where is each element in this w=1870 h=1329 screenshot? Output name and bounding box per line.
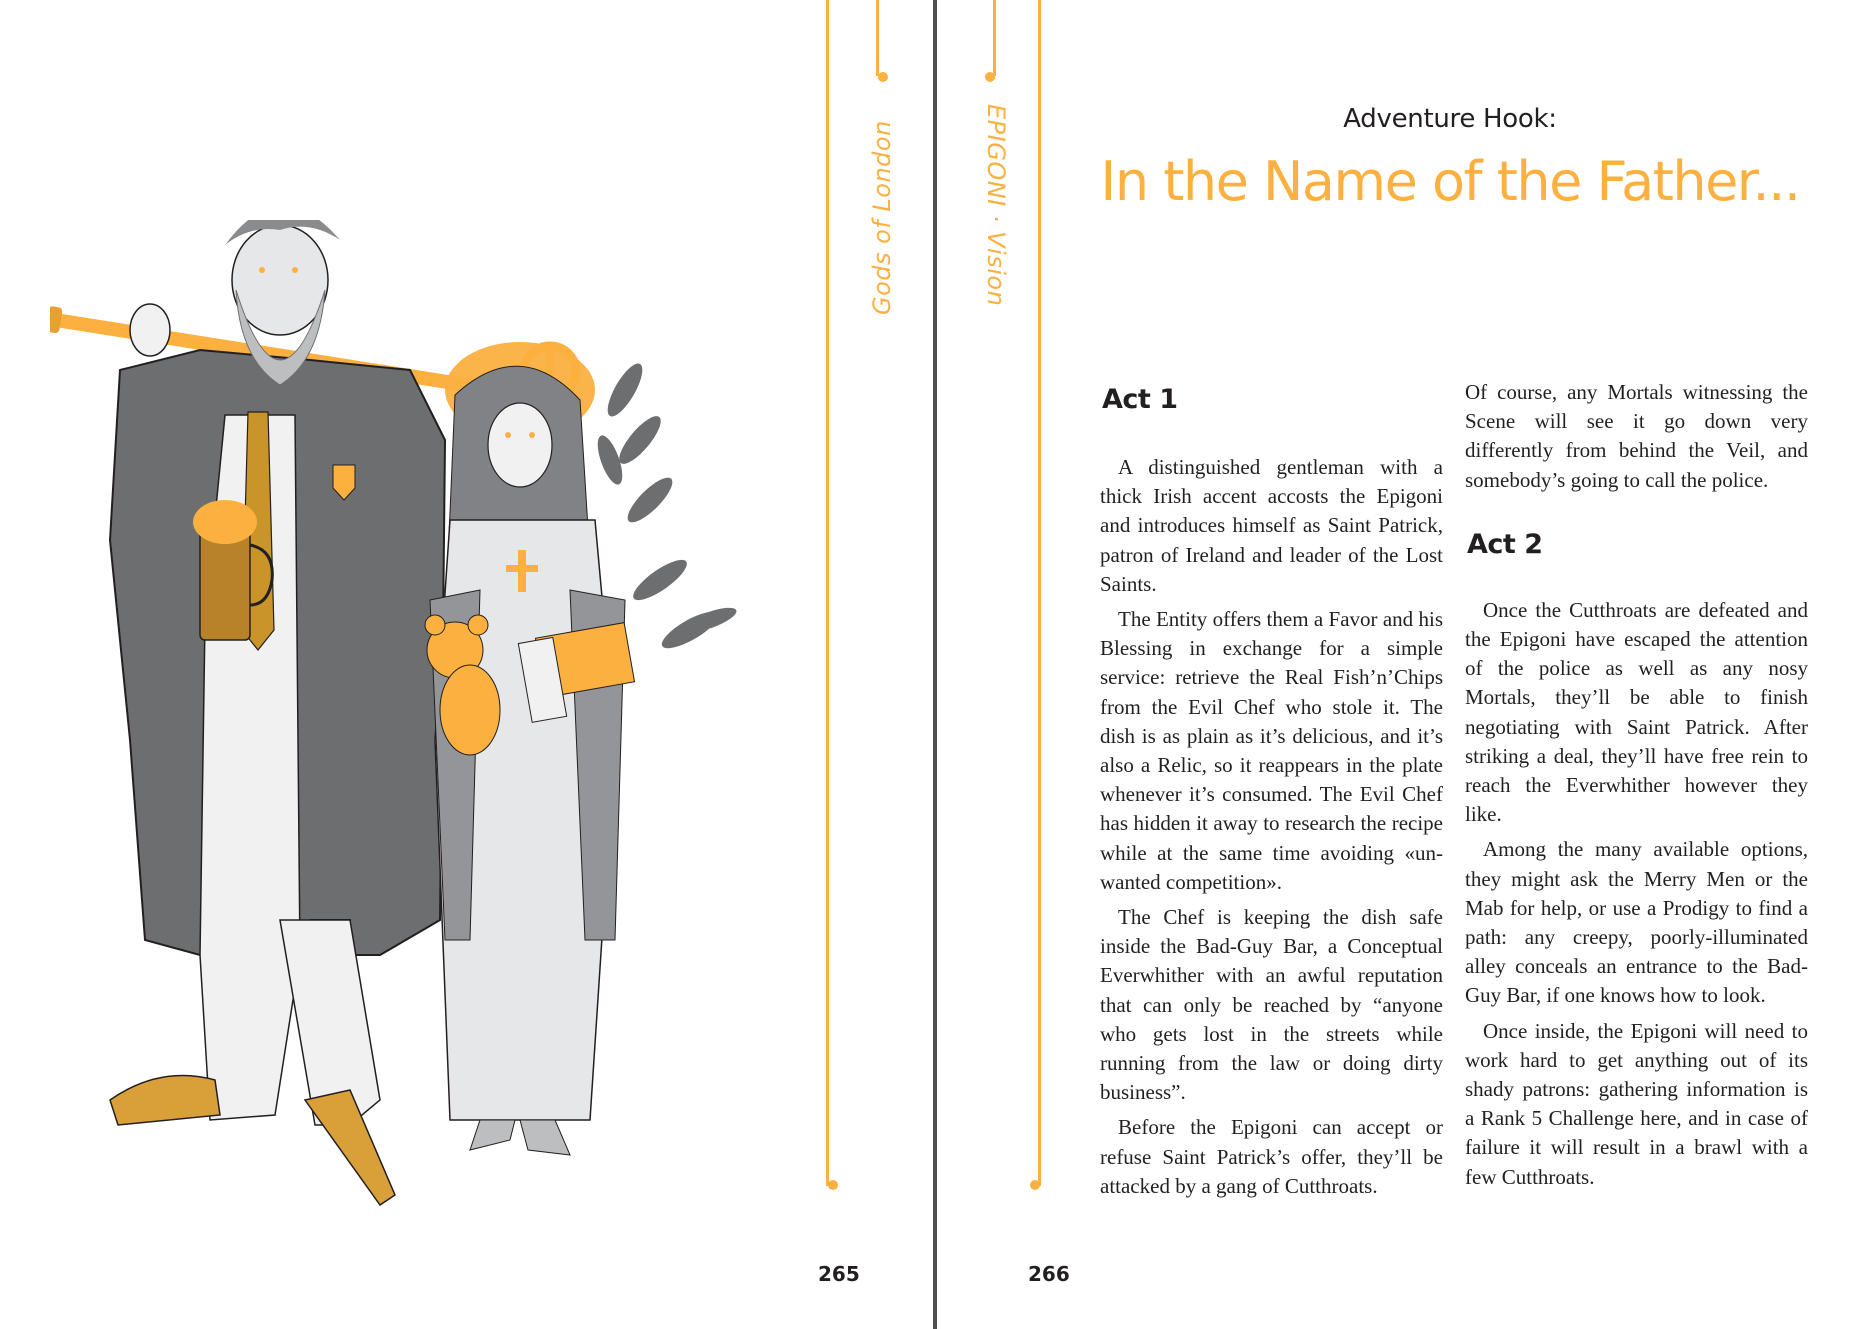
section-heading-act-1: Act 1 xyxy=(1102,384,1178,415)
paragraph: Once the Cutthroats are defeated and the Epigoni have escaped the attention of the police as well as any nosy Mortals, they’ll be able to finish negotiating with Saint Patrick. After striking a deal, they’ll have free rein to reach the Everwhither however they like. xyxy=(1465,597,1808,827)
text-column-right xyxy=(1465,378,1808,1198)
young-woman-figure xyxy=(425,342,739,1155)
character-illustration xyxy=(50,220,870,1210)
book-spine-divider xyxy=(933,0,937,1329)
top-hook-rule-right xyxy=(993,0,996,76)
page-number-right: 266 xyxy=(1028,1262,1070,1286)
running-head-right: EPIGONI · Vision xyxy=(982,104,1010,307)
text-column-left xyxy=(1100,378,1443,1207)
paragraph: Among the many available options, they might ask the Merry Men or the Mab for help, or use a Prodigy to find a path: any creepy, poorly-illuminated alley conceals an entrance to the Bad-Guy Bar, if one knows how to look. xyxy=(1465,837,1808,1008)
paragraph: Once inside, the Epigoni will need to work hard to get anything out of its shady patrons: gathering information is a Rank 5 Challenge here, and in case of failure it will result in a brawl with a few Cutthroats. xyxy=(1465,1018,1808,1189)
paragraph-continued: Of course, any Mortals witnessing the Scene will see it go down very differently from behind the Veil, and somebody’s going to call the police. xyxy=(1465,380,1808,492)
page-number-left: 265 xyxy=(818,1262,860,1286)
outer-rule-right xyxy=(1038,0,1041,1186)
section-heading-act-2: Act 2 xyxy=(1467,528,1543,560)
paragraph: A distinguished gentleman with a thick Irish accent accosts the Epigoni and introduces himself as Saint Patrick, patron of Ireland and leader of the Lost Saints. xyxy=(1100,455,1443,596)
running-head-left: Gods of London xyxy=(868,120,896,315)
hook-dot-right xyxy=(985,72,995,82)
adventure-hook-kicker: Adventure Hook: xyxy=(1343,104,1557,134)
page-title: In the Name of the Father... xyxy=(1100,150,1800,213)
hook-dot-left xyxy=(878,72,888,82)
paragraph: The Chef is keeping the dish safe inside the Bad-Guy Bar, a Conceptual Everwhither with an awful reputation that can only be reached by “anyone who gets lost in the streets while running from the law or doing dirty business”. xyxy=(1100,905,1443,1105)
paragraph: Before the Epigoni can accept or refuse Saint Patrick’s offer, they’ll be attacked by a gang of Cutthroats. xyxy=(1100,1115,1443,1198)
rule-end-dot xyxy=(828,1180,838,1190)
outer-rule-left xyxy=(826,0,829,1186)
rule-end-dot-right xyxy=(1030,1180,1040,1190)
paragraph: The Entity offers them a Favor and his Blessing in exchange for a simple service: retrieve the Real Fish’n’Chips from the Evil Chef who stole it. The dish is as plain as it’s delicious, and it’s also a Relic, so it reappears in the plate whenever it’s consumed. The Evil Chef has hidden it away to research the recipe while at the same time avoiding «unwanted competition». xyxy=(1100,607,1443,894)
top-hook-rule-left xyxy=(876,0,879,76)
saint-patrick-figure xyxy=(110,220,445,1205)
